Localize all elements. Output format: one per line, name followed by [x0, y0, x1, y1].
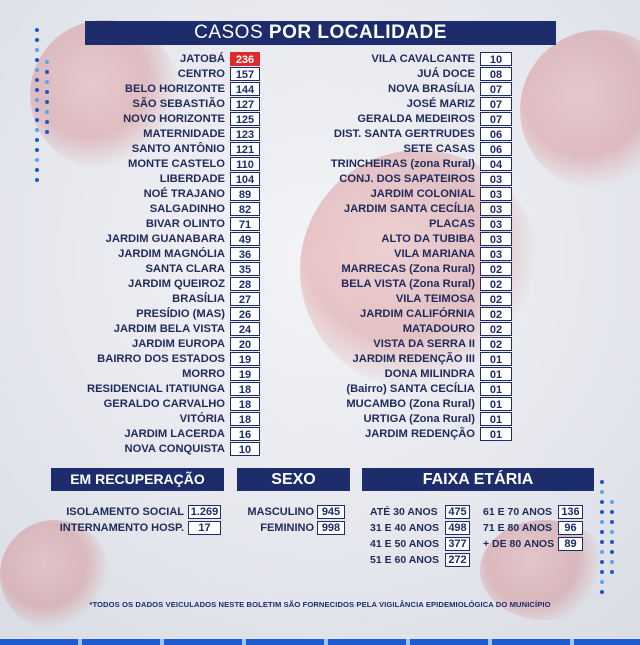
locality-name: SETE CASAS [403, 142, 475, 155]
list-item [320, 426, 512, 441]
faixa-row [370, 520, 470, 535]
case-count: 06 [480, 142, 512, 156]
list-item [35, 231, 260, 246]
list-item [320, 111, 512, 126]
stat-value: 136 [558, 505, 583, 519]
page-title [85, 21, 556, 45]
locality-name: URTIGA (Zona Rural) [363, 412, 475, 425]
case-count: 144 [230, 82, 260, 96]
stat-value: 498 [445, 521, 470, 535]
case-count: 03 [480, 202, 512, 216]
list-item [320, 336, 512, 351]
list-item [35, 441, 260, 456]
sexo-row [237, 504, 345, 519]
dots-decoration [600, 480, 608, 600]
locality-name: NOVA BRASÍLIA [387, 82, 475, 95]
list-item [320, 321, 512, 336]
locality-name: JARDIM CALIFÓRNIA [360, 307, 475, 320]
list-item [320, 51, 512, 66]
stat-value: 272 [445, 553, 470, 567]
case-count: 19 [230, 367, 260, 381]
list-item [35, 366, 260, 381]
locality-name: JARDIM REDENÇÃO III [352, 352, 475, 365]
locality-name: JATOBÁ [180, 52, 225, 65]
case-count: 82 [230, 202, 260, 216]
stat-label: 41 E 50 ANOS [370, 537, 440, 550]
faixa-row [370, 536, 470, 551]
list-item [320, 246, 512, 261]
case-count: 110 [230, 157, 260, 171]
case-count: 157 [230, 67, 260, 81]
locality-name: MATERNIDADE [143, 127, 225, 140]
locality-name: CONJ. DOS SAPATEIROS [339, 172, 475, 185]
locality-name: MONTE CASTELO [128, 157, 225, 170]
locality-name: SÃO SEBASTIÃO [132, 97, 225, 110]
locality-name: SANTA CLARA [145, 262, 225, 275]
locality-name: VILA MARIANA [394, 247, 475, 260]
list-item [320, 126, 512, 141]
stat-label: + DE 80 ANOS [483, 537, 555, 550]
case-count: 71 [230, 217, 260, 231]
case-count: 06 [480, 127, 512, 141]
case-count: 07 [480, 97, 512, 111]
case-count: 121 [230, 142, 260, 156]
stat-value: 17 [188, 521, 221, 535]
case-count: 49 [230, 232, 260, 246]
locality-name: TRINCHEIRAS (zona Rural) [330, 157, 475, 170]
title-bold: POR LOCALIDADE [268, 22, 447, 43]
right-locality-list [320, 51, 512, 441]
case-count: 20 [230, 337, 260, 351]
faixa-row [483, 520, 583, 535]
virus-decoration [520, 30, 640, 190]
left-locality-list [35, 51, 260, 456]
locality-name: MARRECAS (Zona Rural) [341, 262, 475, 275]
list-item [35, 216, 260, 231]
list-item [35, 336, 260, 351]
list-item [35, 381, 260, 396]
recuperacao-header: EM RECUPERAÇÃO [51, 468, 224, 491]
stat-label: ATÉ 30 ANOS [370, 505, 438, 518]
locality-name: MORRO [182, 367, 225, 380]
locality-name: JARDIM QUEIROZ [128, 277, 225, 290]
list-item [320, 186, 512, 201]
list-item [35, 126, 260, 141]
faixa-row [370, 552, 470, 567]
list-item [320, 291, 512, 306]
dots-decoration [610, 500, 618, 580]
list-item [320, 381, 512, 396]
list-item [320, 156, 512, 171]
list-item [320, 96, 512, 111]
case-count: 01 [480, 352, 512, 366]
stat-label: 51 E 60 ANOS [370, 553, 440, 566]
sexo-row [237, 520, 345, 535]
case-count: 236 [230, 52, 260, 66]
locality-name: GERALDA MEDEIROS [357, 112, 475, 125]
list-item [320, 366, 512, 381]
case-count: 02 [480, 292, 512, 306]
locality-name: VITÓRIA [179, 412, 225, 425]
bottom-stripe [0, 639, 640, 645]
stat-label: 31 E 40 ANOS [370, 521, 440, 534]
list-item [35, 291, 260, 306]
case-count: 03 [480, 217, 512, 231]
list-item [35, 201, 260, 216]
locality-name: BIVAR OLINTO [145, 217, 225, 230]
case-count: 127 [230, 97, 260, 111]
case-count: 16 [230, 427, 260, 441]
list-item [35, 351, 260, 366]
list-item [35, 411, 260, 426]
locality-name: JARDIM REDENÇÃO [364, 427, 475, 440]
list-item [320, 171, 512, 186]
list-item [35, 66, 260, 81]
list-item [320, 396, 512, 411]
list-item [320, 351, 512, 366]
stat-value: 96 [558, 521, 583, 535]
case-count: 104 [230, 172, 260, 186]
list-item [320, 261, 512, 276]
locality-name: JUÁ DOCE [417, 67, 475, 80]
recuperacao-row [51, 504, 221, 519]
case-count: 03 [480, 232, 512, 246]
locality-name: JARDIM LACERDA [124, 427, 225, 440]
case-count: 03 [480, 247, 512, 261]
stat-value: 89 [558, 537, 583, 551]
case-count: 24 [230, 322, 260, 336]
locality-name: BAIRRO DOS ESTADOS [97, 352, 225, 365]
faixa-row [483, 536, 583, 551]
case-count: 18 [230, 397, 260, 411]
locality-name: ALTO DA TUBIBA [381, 232, 475, 245]
stat-label: MASCULINO [247, 505, 314, 518]
case-count: 89 [230, 187, 260, 201]
case-count: 18 [230, 382, 260, 396]
locality-name: NOÉ TRAJANO [143, 187, 225, 200]
stat-value: 1.269 [188, 505, 221, 519]
locality-name: JARDIM EUROPA [131, 337, 225, 350]
stat-label: INTERNAMENTO HOSP. [59, 521, 184, 534]
faixa-row [370, 504, 470, 519]
locality-name: JOSÉ MARIZ [406, 97, 475, 110]
list-item [320, 411, 512, 426]
locality-name: DIST. SANTA GERTRUDES [333, 127, 475, 140]
faixa-header: FAIXA ETÁRIA [362, 468, 594, 491]
case-count: 10 [230, 442, 260, 456]
locality-name: RESIDENCIAL ITATIUNGA [87, 382, 225, 395]
case-count: 123 [230, 127, 260, 141]
list-item [35, 156, 260, 171]
locality-name: VISTA DA SERRA II [373, 337, 475, 350]
locality-name: PRESÍDIO (MAS) [136, 307, 225, 320]
locality-name: VILA CAVALCANTE [371, 52, 475, 65]
list-item [35, 171, 260, 186]
case-count: 10 [480, 52, 512, 66]
stat-label: 61 E 70 ANOS [483, 505, 553, 518]
list-item [320, 66, 512, 81]
case-count: 08 [480, 67, 512, 81]
stat-value: 377 [445, 537, 470, 551]
footer-note: *TODOS OS DADOS VEICULADOS NESTE BOLETIM SÃO FORNECIDOS PELA VIGILÂNCIA EPIDEMIOLÓGICA DO MUNICÍPIO [89, 600, 551, 609]
list-item [35, 246, 260, 261]
locality-name: MATADOURO [402, 322, 475, 335]
list-item [35, 96, 260, 111]
list-item [35, 396, 260, 411]
faixa-row [483, 504, 583, 519]
case-count: 03 [480, 187, 512, 201]
list-item [320, 81, 512, 96]
case-count: 04 [480, 157, 512, 171]
case-count: 02 [480, 277, 512, 291]
locality-name: PLACAS [429, 217, 475, 230]
list-item [35, 51, 260, 66]
case-count: 01 [480, 427, 512, 441]
locality-name: NOVO HORIZONTE [123, 112, 225, 125]
sexo-header: SEXO [237, 468, 350, 491]
case-count: 27 [230, 292, 260, 306]
locality-name: CENTRO [177, 67, 225, 80]
case-count: 01 [480, 367, 512, 381]
list-item [35, 111, 260, 126]
list-item [320, 216, 512, 231]
locality-name: NOVA CONQUISTA [124, 442, 225, 455]
stat-label: FEMININO [260, 521, 314, 534]
list-item [35, 81, 260, 96]
list-item [35, 276, 260, 291]
locality-name: JARDIM COLONIAL [370, 187, 475, 200]
locality-name: SANTO ANTÔNIO [131, 142, 225, 155]
list-item [35, 141, 260, 156]
case-count: 36 [230, 247, 260, 261]
locality-name: SALGADINHO [149, 202, 225, 215]
locality-name: (Bairro) SANTA CECÍLIA [346, 382, 475, 395]
list-item [35, 321, 260, 336]
case-count: 02 [480, 322, 512, 336]
stat-value: 998 [317, 521, 345, 535]
case-count: 01 [480, 382, 512, 396]
locality-name: BELO HORIZONTE [124, 82, 225, 95]
list-item [35, 306, 260, 321]
locality-name: DONA MILINDRA [384, 367, 475, 380]
case-count: 26 [230, 307, 260, 321]
case-count: 02 [480, 337, 512, 351]
list-item [35, 186, 260, 201]
case-count: 19 [230, 352, 260, 366]
locality-name: JARDIM BELA VISTA [113, 322, 225, 335]
recuperacao-row [51, 520, 221, 535]
case-count: 03 [480, 172, 512, 186]
case-count: 07 [480, 82, 512, 96]
case-count: 35 [230, 262, 260, 276]
list-item [35, 426, 260, 441]
locality-name: JARDIM MAGNÓLIA [118, 247, 225, 260]
virus-decoration [0, 520, 110, 630]
locality-name: BELA VISTA (Zona Rural) [341, 277, 475, 290]
locality-name: MUCAMBO (Zona Rural) [346, 397, 475, 410]
stat-label: ISOLAMENTO SOCIAL [66, 505, 184, 518]
case-count: 02 [480, 262, 512, 276]
list-item [35, 261, 260, 276]
stat-value: 945 [317, 505, 345, 519]
locality-name: BRASÍLIA [172, 292, 225, 305]
stat-label: 71 E 80 ANOS [483, 521, 553, 534]
list-item [320, 306, 512, 321]
case-count: 01 [480, 412, 512, 426]
case-count: 18 [230, 412, 260, 426]
locality-name: JARDIM GUANABARA [105, 232, 225, 245]
list-item [320, 231, 512, 246]
locality-name: VILA TEIMOSA [395, 292, 475, 305]
title-light: CASOS [194, 22, 264, 43]
case-count: 07 [480, 112, 512, 126]
locality-name: GERALDO CARVALHO [103, 397, 225, 410]
locality-name: LIBERDADE [159, 172, 225, 185]
case-count: 02 [480, 307, 512, 321]
list-item [320, 141, 512, 156]
stat-value: 475 [445, 505, 470, 519]
case-count: 125 [230, 112, 260, 126]
locality-name: JARDIM SANTA CECÍLIA [343, 202, 475, 215]
case-count: 28 [230, 277, 260, 291]
list-item [320, 201, 512, 216]
case-count: 01 [480, 397, 512, 411]
list-item [320, 276, 512, 291]
